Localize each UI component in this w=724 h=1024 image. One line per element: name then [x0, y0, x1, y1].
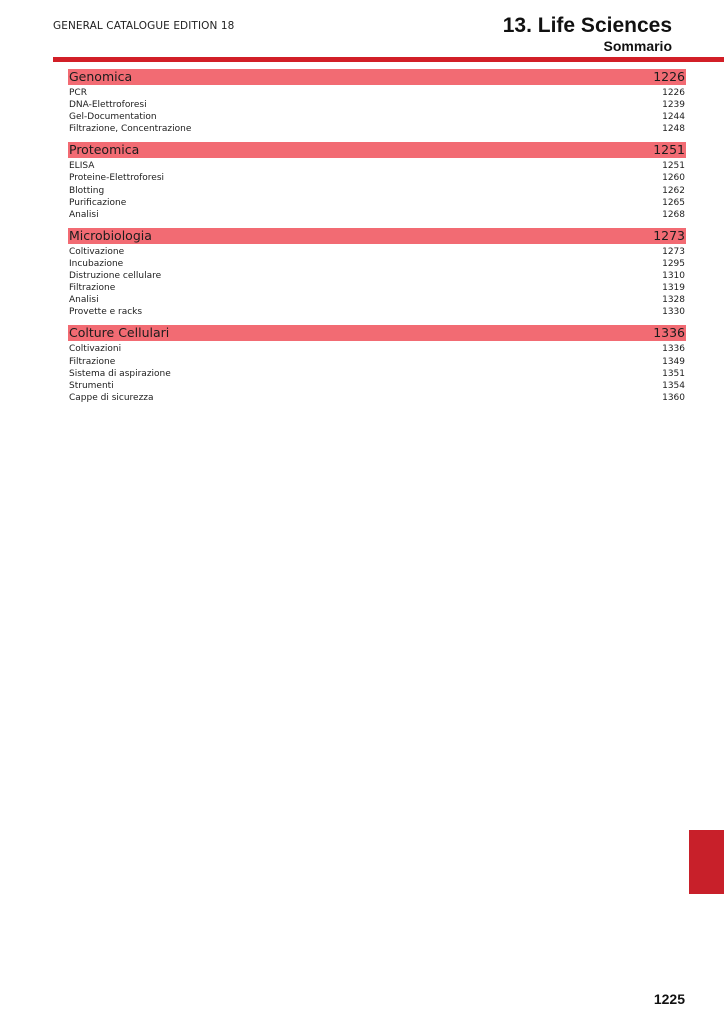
toc-entry[interactable]	[68, 160, 686, 172]
header-rule	[53, 57, 724, 62]
toc-entry[interactable]	[68, 99, 686, 111]
entry-label: Filtrazione	[69, 283, 116, 294]
entry-page: 1351	[662, 368, 685, 379]
entry-page: 1244	[662, 112, 685, 123]
entry-label: Provette e racks	[69, 307, 143, 318]
entry-page: 1226	[662, 88, 685, 98]
entry-page: 1310	[662, 271, 685, 282]
entry-label: ELISA	[69, 161, 95, 172]
entry-page: 1268	[662, 209, 685, 220]
entry-label: Filtrazione, Concentrazione	[69, 124, 192, 135]
section-header[interactable]	[68, 228, 686, 244]
entry-label: DNA-Elettroforesi	[69, 100, 147, 111]
section-title: Microbiologia	[69, 227, 152, 243]
section-colture-cellulari	[68, 325, 686, 403]
entry-label: Strumenti	[69, 380, 114, 391]
toc-entry[interactable]	[68, 246, 686, 258]
toc-entry[interactable]	[68, 294, 686, 306]
entry-page: 1330	[662, 307, 685, 318]
toc-entry[interactable]	[68, 392, 686, 404]
entry-label: Incubazione	[69, 258, 124, 269]
section-header[interactable]	[68, 325, 686, 341]
section-page: 1251	[653, 142, 685, 158]
entry-label: PCR	[69, 88, 87, 98]
section-title: Proteomica	[69, 142, 140, 158]
toc-entry[interactable]	[68, 185, 686, 197]
toc-entry[interactable]	[68, 368, 686, 380]
chapter-subtitle: Sommario	[603, 38, 672, 54]
entry-label: Analisi	[69, 295, 99, 306]
section-page: 1226	[653, 69, 685, 84]
entry-page: 1262	[662, 185, 685, 196]
toc-entry[interactable]	[68, 111, 686, 123]
catalogue-edition: GENERAL CATALOGUE EDITION 18	[53, 20, 235, 32]
toc-entry[interactable]	[68, 197, 686, 209]
entry-page: 1251	[662, 161, 685, 172]
toc-entry[interactable]	[68, 356, 686, 368]
entry-page: 1354	[662, 380, 685, 391]
toc-entry[interactable]	[68, 306, 686, 318]
entry-label: Proteine-Elettroforesi	[69, 173, 165, 184]
entry-label: Analisi	[69, 209, 99, 220]
entry-page: 1328	[662, 295, 685, 306]
entry-label: Coltivazioni	[69, 344, 122, 355]
toc-entry[interactable]	[68, 380, 686, 392]
section-proteomica	[68, 142, 686, 220]
entry-label: Filtrazione	[69, 356, 116, 367]
section-header[interactable]	[68, 142, 686, 158]
toc-entry[interactable]	[68, 282, 686, 294]
toc-entry[interactable]	[68, 172, 686, 184]
section-title: Genomica	[69, 69, 133, 84]
entry-label: Purificazione	[69, 197, 127, 208]
toc-entry[interactable]	[68, 270, 686, 282]
chapter-title: 13. Life Sciences	[502, 14, 672, 37]
toc-entry[interactable]	[68, 87, 686, 99]
entry-label: Sistema di aspirazione	[69, 368, 171, 379]
toc-entry[interactable]	[68, 343, 686, 355]
entry-page: 1295	[662, 258, 685, 269]
entry-page: 1360	[662, 392, 685, 403]
section-microbiologia	[68, 228, 686, 319]
entry-page: 1260	[662, 173, 685, 184]
section-page: 1273	[653, 227, 685, 243]
entry-page: 1349	[662, 356, 685, 367]
entry-label: Coltivazione	[69, 246, 125, 257]
toc-entry[interactable]	[68, 123, 686, 135]
section-genomica	[68, 69, 686, 135]
entry-page: 1239	[662, 100, 685, 111]
toc-entry[interactable]	[68, 258, 686, 270]
page-number: 1225	[653, 991, 685, 1007]
entry-page: 1273	[662, 246, 685, 257]
entry-page: 1336	[662, 344, 685, 355]
entry-page: 1319	[662, 283, 685, 294]
toc-entry[interactable]	[68, 209, 686, 221]
entry-label: Cappe di sicurezza	[69, 392, 154, 403]
section-title: Colture Cellulari	[69, 325, 170, 341]
entry-label: Gel-Documentation	[69, 112, 157, 123]
section-page: 1336	[653, 325, 685, 341]
chapter-thumb-tab	[689, 830, 724, 894]
section-header[interactable]	[68, 69, 686, 85]
entry-page: 1248	[662, 124, 685, 135]
entry-page: 1265	[662, 197, 685, 208]
entry-label: Distruzione cellulare	[69, 271, 162, 282]
entry-label: Blotting	[69, 185, 105, 196]
table-of-contents	[68, 69, 686, 411]
